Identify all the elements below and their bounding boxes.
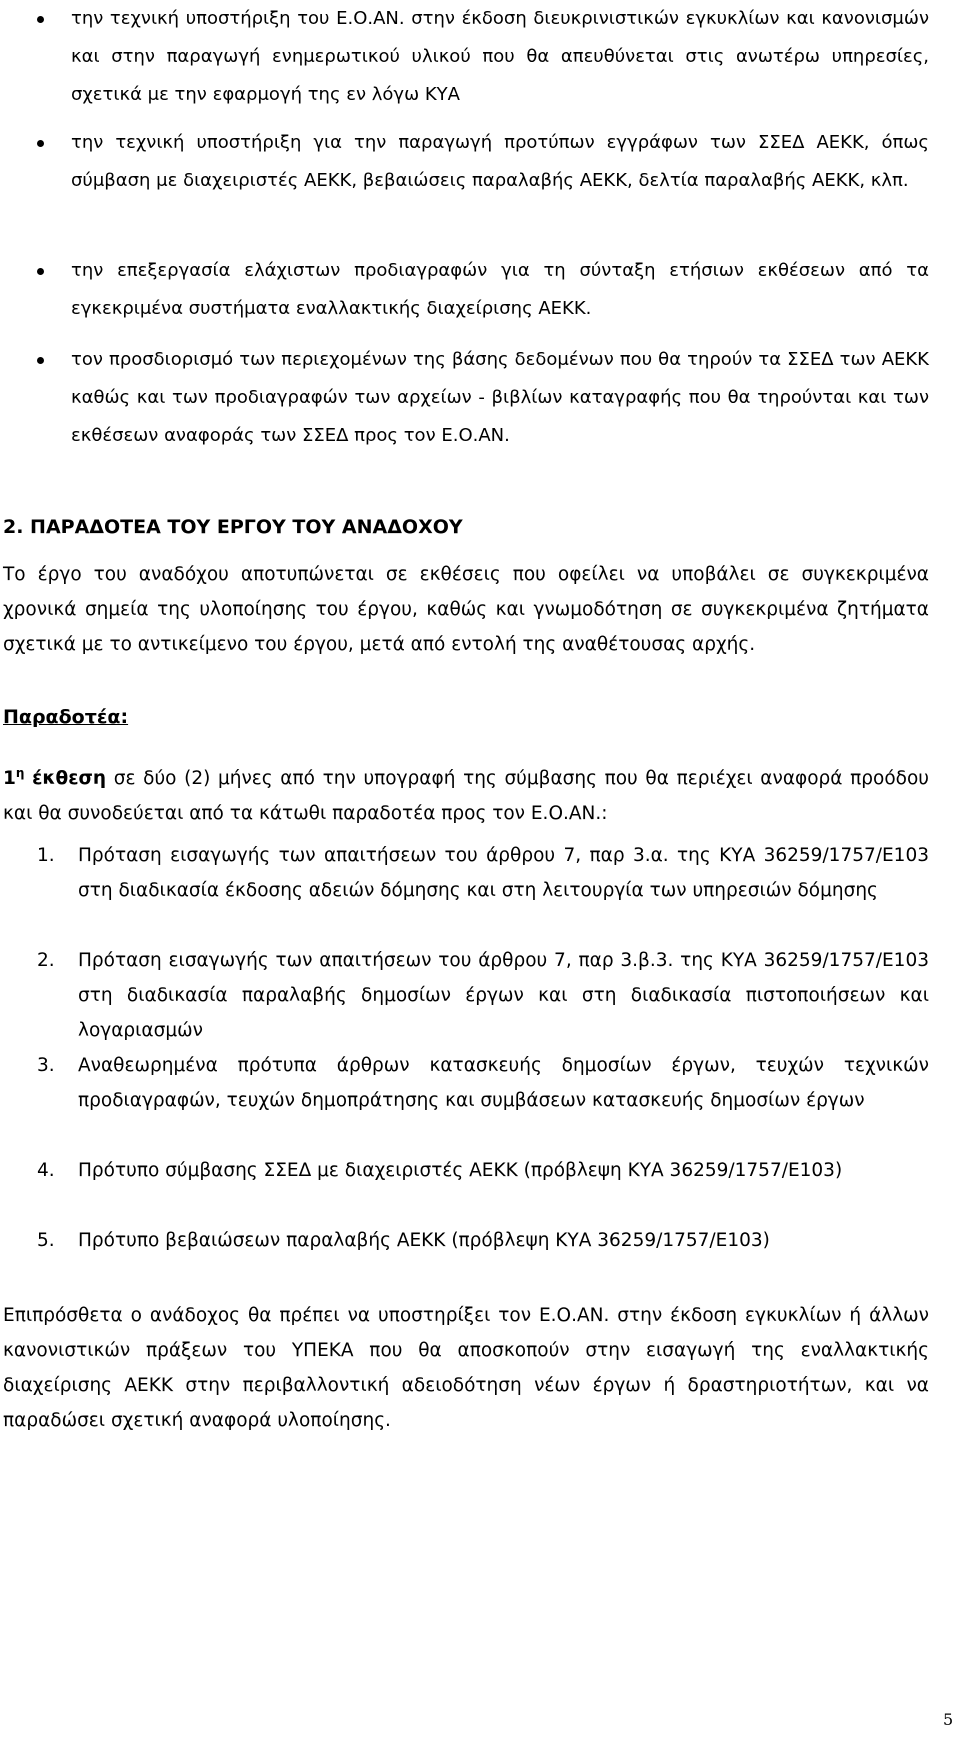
list-item-text: Πρότυπο σύμβασης ΣΣΕΔ με διαχειριστές ΑΕΚΚ (πρόβλεψη ΚΥΑ 36259/1757/Ε103) <box>78 1160 843 1181</box>
bullet-icon <box>37 140 44 147</box>
bullet-text: την τεχνική υποστήριξη για την παραγωγή προτύπων εγγράφων των ΣΣΕΔ ΑΕΚΚ, όπως σύμβαση με διαχειριστές ΑΕΚΚ, βεβαιώσεις παραλαβής ΑΕΚΚ, δελτία παραλαβής ΑΕΚΚ, κλπ. <box>71 132 929 191</box>
section-heading: 2. ΠΑΡΑΔΟΤΕΑ ΤΟΥ ΕΡΓΟΥ ΤΟΥ ΑΝΑΔΟΧΟΥ <box>3 516 463 538</box>
list-marker: 1. <box>37 845 55 866</box>
report-bold-word: έκθεση <box>32 768 107 790</box>
report-number: 1 <box>3 768 16 790</box>
report-text: σε δύο (2) μήνες από την υπογραφή της σύμβασης που θα περιέχει αναφορά προόδου και θα συνοδεύεται από τα κάτωθι παραδοτέα προς τον Ε.Ο.ΑΝ.: <box>3 768 929 825</box>
closing-paragraph: Επιπρόσθετα ο ανάδοχος θα πρέπει να υποστηρίξει τον Ε.Ο.ΑΝ. στην έκδοση εγκυκλίων ή άλλων κανονιστικών πράξεων του ΥΠΕΚΑ που θα αποσκοπούν στην εισαγωγή της εναλλακτικής διαχείρισης ΑΕΚΚ στην περιβαλλοντική αδειοδότηση νέων έργων ή δραστηριοτήτων, και να παραδώσει σχετική αναφορά υλοποίησης. <box>3 1305 929 1431</box>
page-number: 5 <box>943 1710 954 1729</box>
bullet-icon <box>37 16 44 23</box>
bullet-text: την επεξεργασία ελάχιστων προδιαγραφών για τη σύνταξη ετήσιων εκθέσεων από τα εγκεκριμένα συστήματα εναλλακτικής διαχείρισης ΑΕΚΚ. <box>71 260 929 319</box>
list-marker: 4. <box>37 1160 55 1181</box>
list-marker: 2. <box>37 950 55 971</box>
bullet-text: την τεχνική υποστήριξη του Ε.Ο.ΑΝ. στην έκδοση διευκρινιστικών εγκυκλίων και κανονισμών και στην παραγωγή ενημερωτικού υλικού που θα απευθύνεται στις ανωτέρω υπηρεσίες, σχετικά με την εφαρμογή της εν λόγω ΚΥΑ <box>71 8 929 105</box>
bullet-icon <box>37 357 44 364</box>
report-ordinal-superscript: η <box>15 766 25 780</box>
first-report-paragraph <box>3 756 929 831</box>
list-item-text: Πρόταση εισαγωγής των απαιτήσεων του άρθρου 7, παρ 3.α. της ΚΥΑ 36259/1757/Ε103 στη διαδικασία έκδοσης αδειών δόμησης και στη λειτουργία των υπηρεσιών δόμησης <box>78 845 929 901</box>
list-item-text: Αναθεωρημένα πρότυπα άρθρων κατασκευής δημοσίων έργων, τευχών τεχνικών προδιαγραφών, τευχών δημοπράτησης και συμβάσεων κατασκευής δημοσίων έργων <box>78 1055 929 1111</box>
intro-paragraph: Το έργο του αναδόχου αποτυπώνεται σε εκθέσεις που οφείλει να υποβάλει σε συγκεκριμένα χρονικά σημεία της υλοποίησης του έργου, καθώς και γνωμοδότηση σε συγκεκριμένα ζητήματα σχετικά με το αντικείμενο του έργου, μετά από εντολή της αναθέτουσας αρχής. <box>3 564 929 655</box>
list-marker: 3. <box>37 1055 55 1076</box>
list-item-text: Πρότυπο βεβαιώσεων παραλαβής ΑΕΚΚ (πρόβλεψη ΚΥΑ 36259/1757/Ε103) <box>78 1230 770 1251</box>
bullet-icon <box>37 268 44 275</box>
bullet-text: τον προσδιορισμό των περιεχομένων της βάσης δεδομένων που θα τηρούν τα ΣΣΕΔ των ΑΕΚΚ καθώς και των προδιαγραφών των αρχείων - βιβλίων καταγραφής που θα τηρούνται και των εκθέσεων αναφοράς των ΣΣΕΔ προς τον Ε.Ο.ΑΝ. <box>71 349 929 446</box>
deliverables-label: Παραδοτέα: <box>3 706 129 728</box>
list-item-text: Πρόταση εισαγωγής των απαιτήσεων του άρθρου 7, παρ 3.β.3. της ΚΥΑ 36259/1757/Ε103 στη διαδικασία παραλαβής δημοσίων έργων και στη διαδικασία πιστοποιήσεων και λογαριασμών <box>78 950 929 1041</box>
list-marker: 5. <box>37 1230 55 1251</box>
